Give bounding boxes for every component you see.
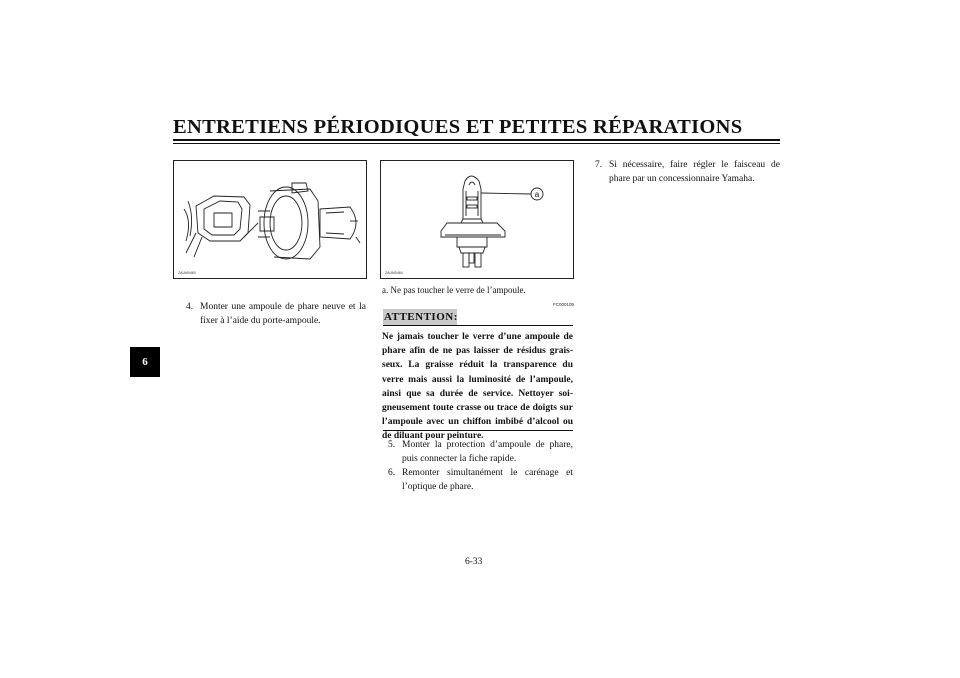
chapter-tab: 6 (130, 347, 160, 377)
title-rule-thin (173, 143, 780, 144)
bulb-holder-illustration (174, 161, 366, 278)
step-number: 4. (186, 302, 194, 312)
bulb-illustration (381, 161, 573, 278)
step-number: 6. (388, 468, 396, 478)
attention-body: Ne jamais toucher le verre d’une ampoule de phare afin de ne pas laisser de résidus graisseux. La graisse réduit la transparence du verre mais aussi la luminosité de l’ampoule, ainsi que sa durée de service. Nettoyer soigneusement toute crasse ou trace de doigts sur l’ampoule avec un chiffon imbibé d’alcool ou de diluant pour peinture. (382, 332, 573, 442)
step-6 (388, 466, 573, 494)
title-rule-thick (173, 139, 780, 141)
step-text: Si nécessaire, faire régler le faisceau de phare par un concessionnaire Yamaha. (609, 160, 780, 184)
figure-bulb (380, 160, 574, 279)
step-4 (186, 300, 366, 328)
figure-code: ZAUM0464 (385, 271, 403, 275)
attention-rule-bottom (383, 430, 573, 431)
figure-bulb-holder (173, 160, 367, 279)
attention-label: ATTENTION: (384, 311, 458, 323)
step-number: 5. (388, 440, 396, 450)
figure-caption: a. Ne pas toucher le verre de l’ampoule. (382, 285, 526, 295)
step-text: Monter une ampoule de phare neuve et la fixer à l’aide du porte-ampoule. (200, 302, 366, 326)
figure-code: ZAUM0460 (178, 271, 196, 275)
attention-code: FC000105 (553, 302, 575, 307)
callout-a: a (534, 190, 540, 199)
page-number: 6-33 (465, 557, 483, 567)
step-number: 7. (595, 160, 603, 170)
attention-rule-top (383, 325, 573, 326)
step-5 (388, 438, 573, 466)
step-text: Remonter simultanément le carénage et l’optique de phare. (402, 468, 573, 492)
step-text: Monter la protection d’ampoule de phare, puis connecter la fiche rapide. (402, 440, 573, 464)
page-title: ENTRETIENS PÉRIODIQUES ET PETITES RÉPARATIONS (173, 116, 743, 138)
step-7 (595, 158, 780, 186)
